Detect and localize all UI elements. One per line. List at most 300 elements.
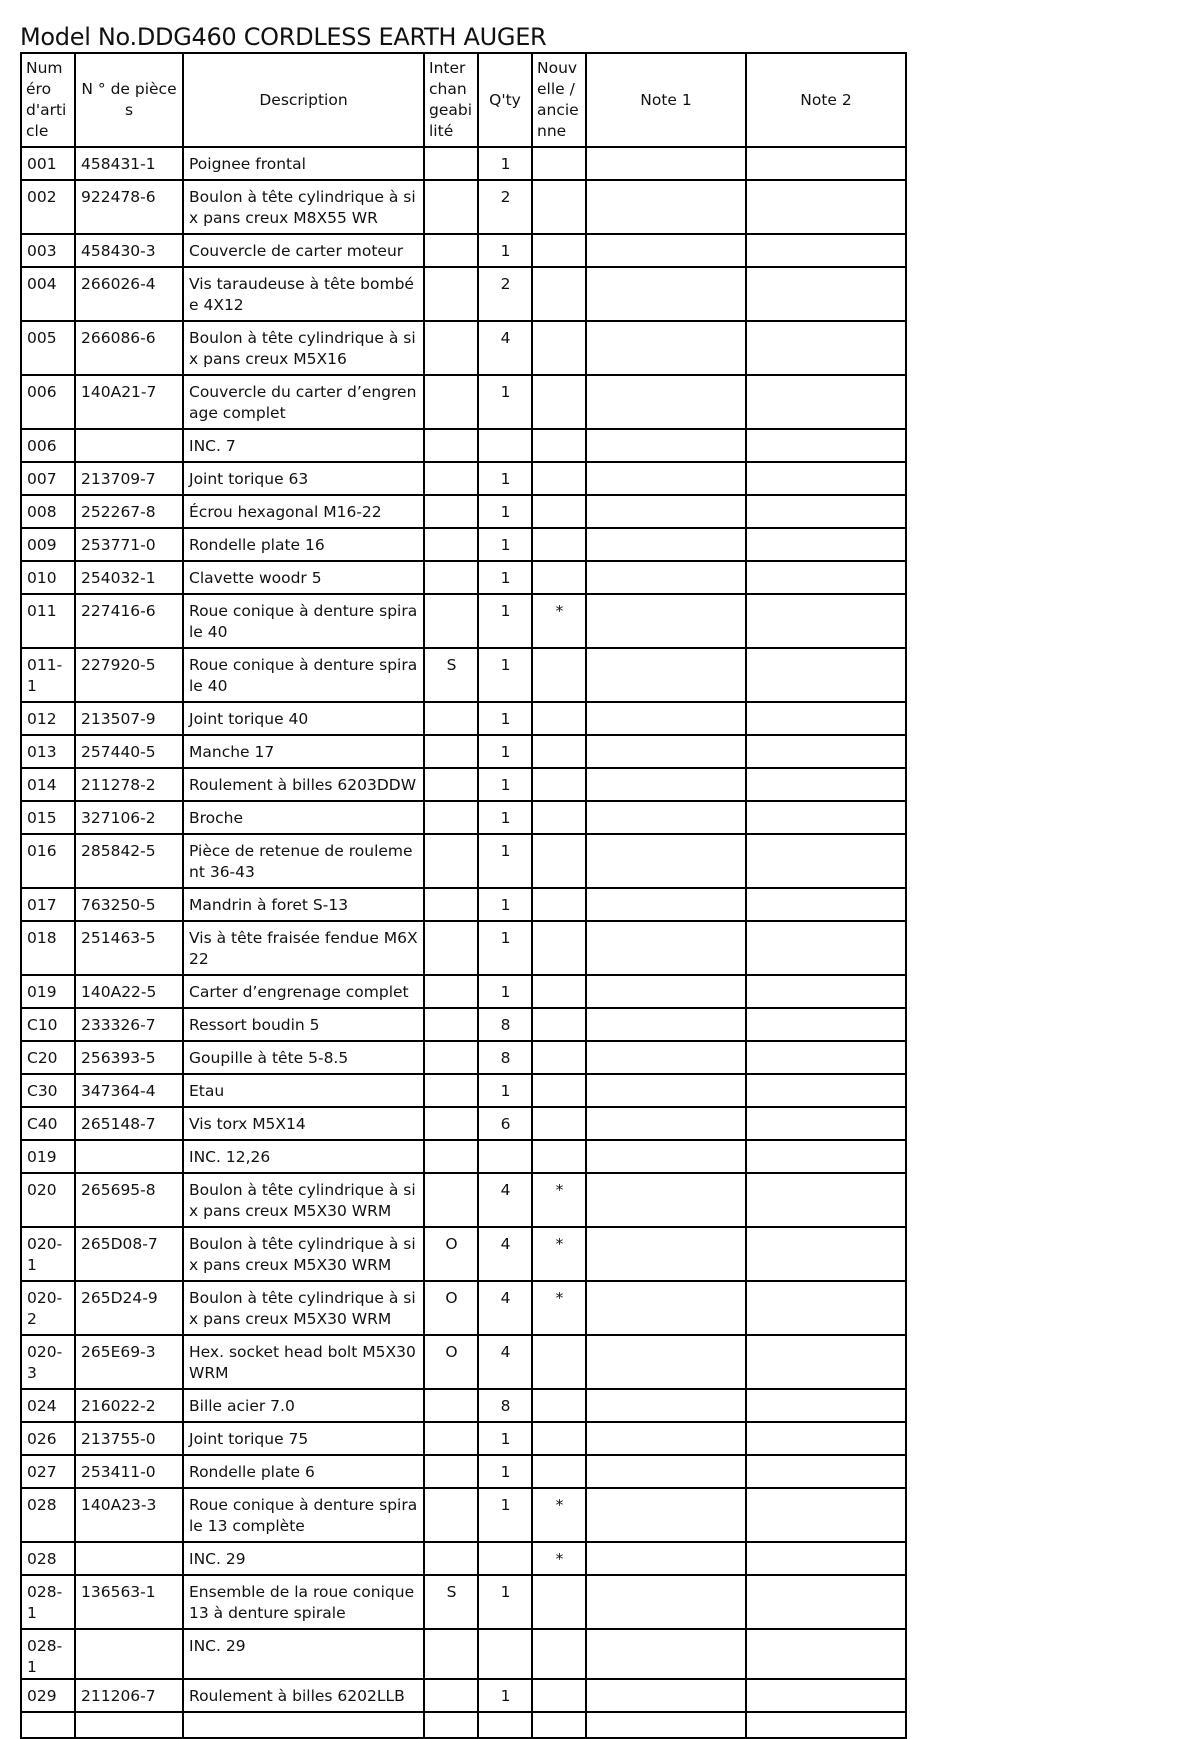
cell-item-no: C40	[21, 1107, 75, 1140]
table-row	[21, 147, 906, 180]
cell-note-2	[746, 180, 906, 234]
cell-qty: 1	[478, 1488, 532, 1542]
cell-interchangeability	[424, 561, 478, 594]
table-row	[21, 801, 906, 834]
cell-interchangeability	[424, 234, 478, 267]
cell-description: Carter d’engrenage complet	[183, 975, 424, 1008]
cell-qty: 2	[478, 180, 532, 234]
cell-qty: 1	[478, 1679, 532, 1712]
cell-part-no: 213507-9	[75, 702, 183, 735]
cell-interchangeability: O	[424, 1281, 478, 1335]
header-part-no: N ° de pièces	[75, 53, 183, 147]
cell-note-2	[746, 1679, 906, 1712]
table-row	[21, 594, 906, 648]
cell-description	[183, 1712, 424, 1738]
cell-description: Mandrin à foret S-13	[183, 888, 424, 921]
cell-item-no: 018	[21, 921, 75, 975]
cell-interchangeability: S	[424, 648, 478, 702]
cell-part-no: 136563-1	[75, 1575, 183, 1629]
cell-item-no: 028	[21, 1542, 75, 1575]
cell-note-1	[586, 1422, 746, 1455]
cell-item-no: C30	[21, 1074, 75, 1107]
cell-note-2	[746, 1140, 906, 1173]
cell-note-2	[746, 561, 906, 594]
cell-note-1	[586, 702, 746, 735]
cell-note-2	[746, 735, 906, 768]
table-row	[21, 267, 906, 321]
cell-new-old	[532, 180, 586, 234]
cell-item-no: 020	[21, 1173, 75, 1227]
table-row	[21, 1041, 906, 1074]
cell-qty: 1	[478, 234, 532, 267]
cell-note-2	[746, 429, 906, 462]
cell-new-old	[532, 888, 586, 921]
cell-interchangeability	[424, 702, 478, 735]
cell-new-old	[532, 375, 586, 429]
cell-description: Couvercle du carter d’engrenage complet	[183, 375, 424, 429]
cell-note-2	[746, 234, 906, 267]
cell-description: Boulon à tête cylindrique à six pans creux M5X30 WRM	[183, 1227, 424, 1281]
cell-note-1	[586, 801, 746, 834]
cell-part-no: 256393-5	[75, 1041, 183, 1074]
cell-description: Clavette woodr 5	[183, 561, 424, 594]
cell-new-old	[532, 1074, 586, 1107]
cell-description: Écrou hexagonal M16-22	[183, 495, 424, 528]
cell-item-no: 019	[21, 975, 75, 1008]
table-row	[21, 1173, 906, 1227]
cell-part-no: 227920-5	[75, 648, 183, 702]
cell-note-1	[586, 921, 746, 975]
cell-note-2	[746, 1542, 906, 1575]
cell-description: Hex. socket head bolt M5X30 WRM	[183, 1335, 424, 1389]
cell-note-2	[746, 1227, 906, 1281]
table-row	[21, 768, 906, 801]
table-row	[21, 735, 906, 768]
cell-note-2	[746, 1335, 906, 1389]
cell-interchangeability	[424, 1389, 478, 1422]
cell-interchangeability	[424, 975, 478, 1008]
cell-interchangeability	[424, 888, 478, 921]
cell-new-old	[532, 1422, 586, 1455]
cell-description: Boulon à tête cylindrique à six pans creux M5X30 WRM	[183, 1281, 424, 1335]
cell-interchangeability	[424, 495, 478, 528]
table-row	[21, 1008, 906, 1041]
cell-qty: 1	[478, 801, 532, 834]
cell-qty: 1	[478, 1074, 532, 1107]
cell-item-no: 014	[21, 768, 75, 801]
cell-new-old	[532, 768, 586, 801]
cell-note-2	[746, 1712, 906, 1738]
cell-new-old: *	[532, 1227, 586, 1281]
cell-qty: 1	[478, 375, 532, 429]
table-row	[21, 1074, 906, 1107]
cell-note-1	[586, 1008, 746, 1041]
cell-qty: 8	[478, 1389, 532, 1422]
cell-item-no: 010	[21, 561, 75, 594]
cell-new-old: *	[532, 1281, 586, 1335]
cell-note-1	[586, 1679, 746, 1712]
cell-new-old	[532, 1455, 586, 1488]
cell-description: Boulon à tête cylindrique à six pans creux M5X30 WRM	[183, 1173, 424, 1227]
cell-qty: 1	[478, 462, 532, 495]
table-row	[21, 1107, 906, 1140]
cell-note-1	[586, 180, 746, 234]
cell-item-no: 028	[21, 1488, 75, 1542]
cell-qty: 1	[478, 1422, 532, 1455]
cell-description: Joint torique 63	[183, 462, 424, 495]
cell-part-no: 922478-6	[75, 180, 183, 234]
cell-note-2	[746, 495, 906, 528]
cell-interchangeability	[424, 429, 478, 462]
table-row	[21, 375, 906, 429]
cell-item-no: 003	[21, 234, 75, 267]
table-row	[21, 429, 906, 462]
cell-item-no: 007	[21, 462, 75, 495]
cell-qty	[478, 1542, 532, 1575]
cell-note-2	[746, 1008, 906, 1041]
cell-new-old	[532, 702, 586, 735]
table-row	[21, 1455, 906, 1488]
cell-part-no: 251463-5	[75, 921, 183, 975]
cell-note-1	[586, 1281, 746, 1335]
header-description: Description	[183, 53, 424, 147]
cell-note-1	[586, 1575, 746, 1629]
cell-part-no: 213755-0	[75, 1422, 183, 1455]
cell-description: Vis torx M5X14	[183, 1107, 424, 1140]
cell-interchangeability	[424, 1074, 478, 1107]
cell-part-no: 763250-5	[75, 888, 183, 921]
cell-interchangeability	[424, 1041, 478, 1074]
cell-part-no: 266086-6	[75, 321, 183, 375]
cell-description: Rondelle plate 16	[183, 528, 424, 561]
cell-note-1	[586, 147, 746, 180]
cell-note-1	[586, 735, 746, 768]
cell-item-no: C10	[21, 1008, 75, 1041]
cell-qty	[478, 429, 532, 462]
cell-description: Pièce de retenue de roulement 36-43	[183, 834, 424, 888]
cell-description: Vis taraudeuse à tête bombée 4X12	[183, 267, 424, 321]
cell-qty: 8	[478, 1041, 532, 1074]
cell-interchangeability	[424, 1629, 478, 1679]
cell-description: Poignee frontal	[183, 147, 424, 180]
cell-new-old	[532, 801, 586, 834]
cell-note-2	[746, 462, 906, 495]
cell-new-old	[532, 1575, 586, 1629]
cell-interchangeability	[424, 1008, 478, 1041]
table-body	[21, 147, 906, 1738]
cell-new-old	[532, 462, 586, 495]
cell-new-old	[532, 1041, 586, 1074]
cell-qty: 6	[478, 1107, 532, 1140]
cell-interchangeability	[424, 735, 478, 768]
cell-item-no: 024	[21, 1389, 75, 1422]
cell-item-no: 001	[21, 147, 75, 180]
cell-part-no: 265D24-9	[75, 1281, 183, 1335]
cell-part-no: 253411-0	[75, 1455, 183, 1488]
cell-description: Goupille à tête 5-8.5	[183, 1041, 424, 1074]
cell-item-no: 008	[21, 495, 75, 528]
cell-note-2	[746, 834, 906, 888]
cell-part-no	[75, 429, 183, 462]
cell-description: Etau	[183, 1074, 424, 1107]
cell-note-2	[746, 801, 906, 834]
cell-part-no: 140A23-3	[75, 1488, 183, 1542]
cell-note-2	[746, 1488, 906, 1542]
cell-item-no: 020-3	[21, 1335, 75, 1389]
cell-item-no	[21, 1712, 75, 1738]
cell-interchangeability	[424, 1455, 478, 1488]
cell-part-no	[75, 1712, 183, 1738]
cell-part-no: 285842-5	[75, 834, 183, 888]
cell-qty: 1	[478, 1575, 532, 1629]
table-row	[21, 1227, 906, 1281]
cell-interchangeability	[424, 594, 478, 648]
cell-new-old: *	[532, 594, 586, 648]
cell-note-2	[746, 375, 906, 429]
cell-note-1	[586, 1488, 746, 1542]
cell-part-no: 211278-2	[75, 768, 183, 801]
cell-part-no: 265148-7	[75, 1107, 183, 1140]
cell-item-no: 005	[21, 321, 75, 375]
cell-note-1	[586, 1227, 746, 1281]
cell-description: Boulon à tête cylindrique à six pans creux M5X16	[183, 321, 424, 375]
cell-description: Joint torique 40	[183, 702, 424, 735]
header-qty: Q'ty	[478, 53, 532, 147]
cell-note-2	[746, 975, 906, 1008]
cell-new-old	[532, 921, 586, 975]
cell-new-old	[532, 1107, 586, 1140]
cell-interchangeability	[424, 180, 478, 234]
cell-note-2	[746, 1107, 906, 1140]
table-row	[21, 1488, 906, 1542]
cell-interchangeability: O	[424, 1227, 478, 1281]
cell-description: INC. 29	[183, 1629, 424, 1679]
table-row	[21, 1712, 906, 1738]
cell-item-no: 004	[21, 267, 75, 321]
cell-note-1	[586, 768, 746, 801]
cell-interchangeability: O	[424, 1335, 478, 1389]
table-row	[21, 1389, 906, 1422]
cell-item-no: 009	[21, 528, 75, 561]
cell-description: Roue conique à denture spirale 40	[183, 594, 424, 648]
cell-qty: 1	[478, 147, 532, 180]
cell-note-2	[746, 267, 906, 321]
table-row	[21, 321, 906, 375]
table-row	[21, 921, 906, 975]
cell-interchangeability	[424, 147, 478, 180]
cell-description: INC. 12,26	[183, 1140, 424, 1173]
cell-item-no: 017	[21, 888, 75, 921]
header-interchangeability: Interchangeabilité	[424, 53, 478, 147]
table-row	[21, 528, 906, 561]
cell-qty: 4	[478, 321, 532, 375]
cell-qty: 1	[478, 888, 532, 921]
cell-new-old: *	[532, 1173, 586, 1227]
table-row	[21, 888, 906, 921]
cell-part-no: 216022-2	[75, 1389, 183, 1422]
cell-interchangeability	[424, 1173, 478, 1227]
cell-part-no: 266026-4	[75, 267, 183, 321]
cell-new-old	[532, 1140, 586, 1173]
cell-new-old	[532, 975, 586, 1008]
cell-note-1	[586, 834, 746, 888]
cell-interchangeability	[424, 1488, 478, 1542]
cell-note-2	[746, 594, 906, 648]
cell-item-no: 006	[21, 429, 75, 462]
cell-part-no: 265E69-3	[75, 1335, 183, 1389]
cell-note-1	[586, 429, 746, 462]
cell-note-1	[586, 528, 746, 561]
table-row	[21, 1679, 906, 1712]
cell-description: Couvercle de carter moteur	[183, 234, 424, 267]
cell-note-1	[586, 267, 746, 321]
cell-note-1	[586, 1389, 746, 1422]
cell-new-old	[532, 1008, 586, 1041]
table-row	[21, 1629, 906, 1679]
table-row	[21, 1281, 906, 1335]
cell-qty: 1	[478, 1455, 532, 1488]
cell-interchangeability	[424, 1679, 478, 1712]
cell-part-no: 252267-8	[75, 495, 183, 528]
cell-interchangeability	[424, 375, 478, 429]
cell-new-old	[532, 267, 586, 321]
cell-interchangeability	[424, 1422, 478, 1455]
cell-qty: 1	[478, 702, 532, 735]
cell-item-no: 026	[21, 1422, 75, 1455]
cell-note-1	[586, 1107, 746, 1140]
cell-note-2	[746, 147, 906, 180]
cell-new-old	[532, 1679, 586, 1712]
cell-note-1	[586, 1074, 746, 1107]
cell-description: Manche 17	[183, 735, 424, 768]
cell-note-1	[586, 648, 746, 702]
document-title: Model No.DDG460 CORDLESS EARTH AUGER	[20, 23, 547, 51]
cell-new-old	[532, 147, 586, 180]
cell-part-no	[75, 1140, 183, 1173]
parts-list-page	[20, 22, 1020, 1739]
cell-part-no	[75, 1629, 183, 1679]
cell-qty: 8	[478, 1008, 532, 1041]
cell-part-no: 254032-1	[75, 561, 183, 594]
table-row	[21, 1422, 906, 1455]
header-note-1: Note 1	[586, 53, 746, 147]
cell-item-no: C20	[21, 1041, 75, 1074]
cell-note-1	[586, 1629, 746, 1679]
cell-note-2	[746, 1575, 906, 1629]
cell-new-old	[532, 234, 586, 267]
cell-note-1	[586, 888, 746, 921]
header-item-no: Numéro d'article	[21, 53, 75, 147]
cell-qty: 1	[478, 561, 532, 594]
cell-qty: 4	[478, 1281, 532, 1335]
cell-description: Vis à tête fraisée fendue M6X22	[183, 921, 424, 975]
cell-interchangeability	[424, 801, 478, 834]
cell-note-2	[746, 1422, 906, 1455]
table-row	[21, 975, 906, 1008]
cell-new-old	[532, 528, 586, 561]
table-row	[21, 1140, 906, 1173]
cell-item-no: 012	[21, 702, 75, 735]
cell-item-no: 015	[21, 801, 75, 834]
cell-interchangeability	[424, 528, 478, 561]
cell-part-no: 227416-6	[75, 594, 183, 648]
cell-new-old	[532, 735, 586, 768]
table-row	[21, 462, 906, 495]
table-header-row	[21, 53, 906, 147]
cell-note-1	[586, 321, 746, 375]
cell-qty: 1	[478, 768, 532, 801]
cell-new-old	[532, 1712, 586, 1738]
cell-qty: 4	[478, 1173, 532, 1227]
cell-note-2	[746, 648, 906, 702]
cell-item-no: 020-2	[21, 1281, 75, 1335]
cell-description: Boulon à tête cylindrique à six pans creux M8X55 WR	[183, 180, 424, 234]
cell-interchangeability	[424, 834, 478, 888]
cell-item-no: 020-1	[21, 1227, 75, 1281]
cell-item-no: 013	[21, 735, 75, 768]
cell-note-2	[746, 528, 906, 561]
cell-note-1	[586, 495, 746, 528]
cell-note-2	[746, 702, 906, 735]
cell-new-old	[532, 1629, 586, 1679]
cell-part-no: 257440-5	[75, 735, 183, 768]
cell-note-1	[586, 1542, 746, 1575]
cell-note-2	[746, 1173, 906, 1227]
cell-note-1	[586, 1173, 746, 1227]
cell-note-1	[586, 1455, 746, 1488]
cell-interchangeability	[424, 768, 478, 801]
cell-interchangeability	[424, 321, 478, 375]
cell-note-2	[746, 768, 906, 801]
cell-new-old	[532, 834, 586, 888]
cell-note-2	[746, 1041, 906, 1074]
table-row	[21, 180, 906, 234]
cell-description: Ensemble de la roue conique 13 à denture spirale	[183, 1575, 424, 1629]
cell-interchangeability	[424, 267, 478, 321]
cell-note-1	[586, 375, 746, 429]
cell-qty: 1	[478, 648, 532, 702]
cell-item-no: 029	[21, 1679, 75, 1712]
cell-note-1	[586, 234, 746, 267]
cell-note-1	[586, 561, 746, 594]
cell-note-2	[746, 1629, 906, 1679]
cell-part-no: 458431-1	[75, 147, 183, 180]
cell-note-1	[586, 1140, 746, 1173]
cell-part-no: 140A21-7	[75, 375, 183, 429]
cell-interchangeability	[424, 921, 478, 975]
header-new-old: Nouvelle / ancienne	[532, 53, 586, 147]
cell-note-2	[746, 1455, 906, 1488]
cell-qty: 4	[478, 1227, 532, 1281]
cell-new-old	[532, 1335, 586, 1389]
table-row	[21, 1542, 906, 1575]
cell-item-no: 016	[21, 834, 75, 888]
cell-part-no: 265695-8	[75, 1173, 183, 1227]
cell-note-1	[586, 462, 746, 495]
cell-item-no: 019	[21, 1140, 75, 1173]
table-row	[21, 648, 906, 702]
parts-table	[20, 52, 907, 1739]
cell-part-no: 458430-3	[75, 234, 183, 267]
cell-item-no: 011-1	[21, 648, 75, 702]
cell-note-1	[586, 1335, 746, 1389]
cell-qty: 1	[478, 495, 532, 528]
cell-new-old	[532, 1389, 586, 1422]
cell-qty	[478, 1712, 532, 1738]
table-row	[21, 1575, 906, 1629]
table-row	[21, 834, 906, 888]
cell-item-no: 006	[21, 375, 75, 429]
